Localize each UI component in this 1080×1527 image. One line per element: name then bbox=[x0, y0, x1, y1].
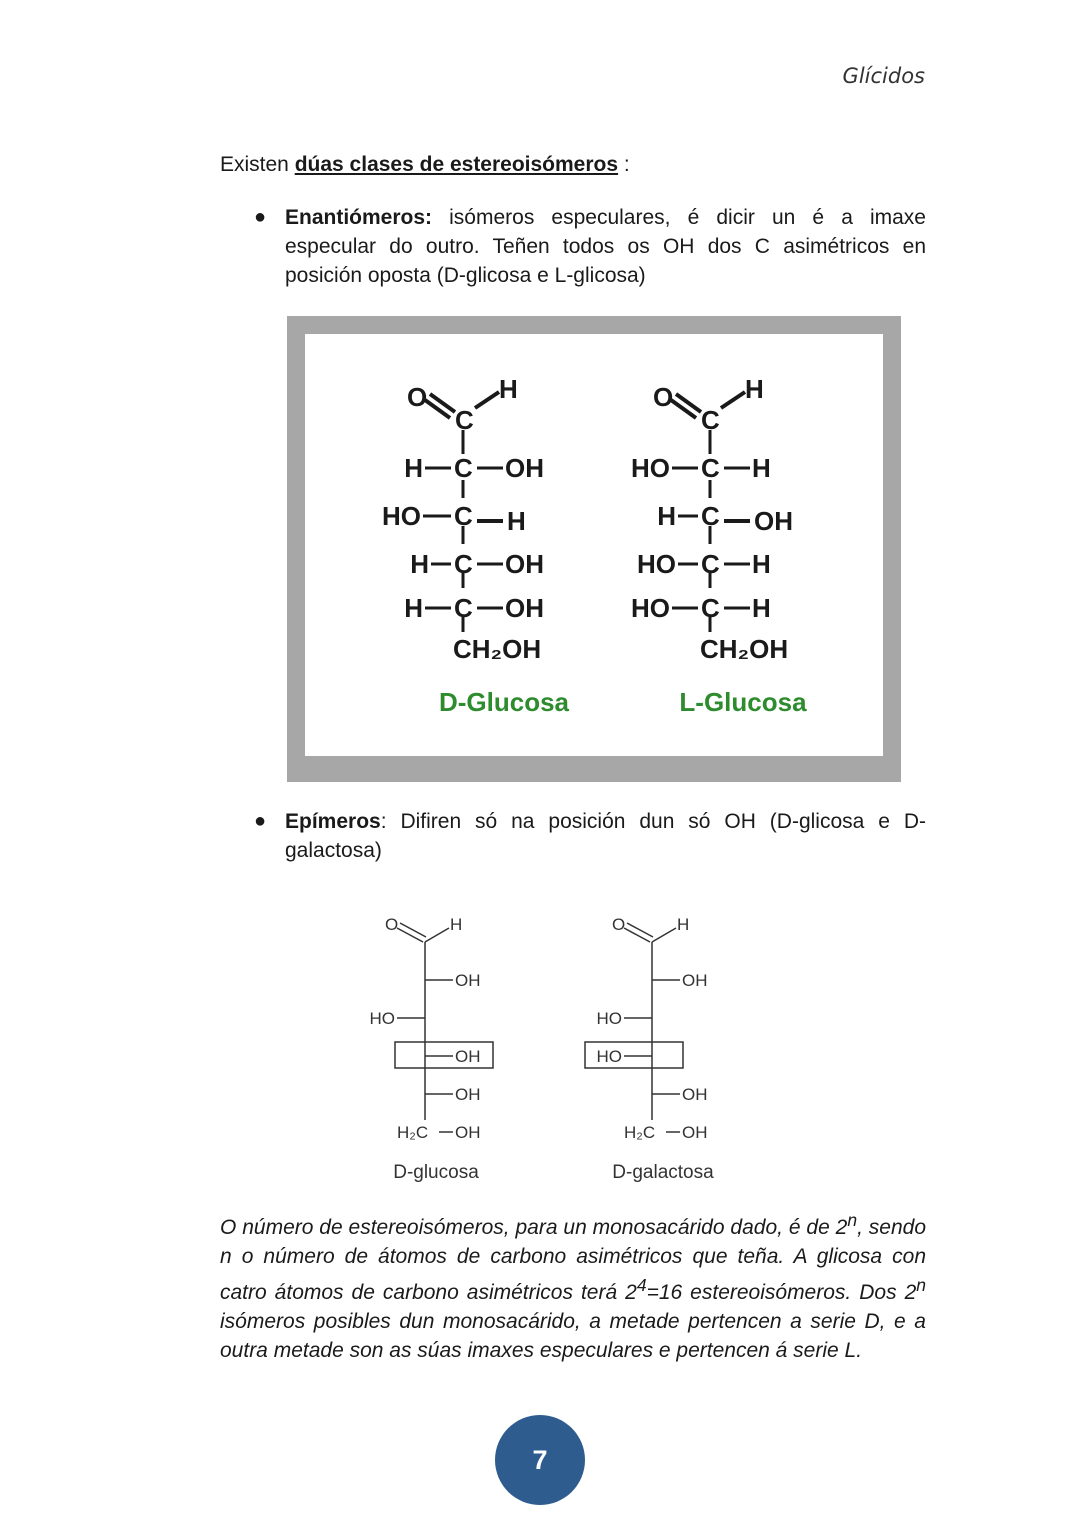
intro-line bbox=[220, 153, 630, 177]
enantiomers-figure bbox=[287, 316, 901, 782]
para-sup-3: n bbox=[916, 1275, 926, 1296]
dgal-c2-oh: OH bbox=[682, 971, 708, 990]
dg-top-h: H bbox=[450, 915, 463, 934]
l-glucosa-structure bbox=[631, 374, 793, 664]
dgal-bottom-c: H₂C bbox=[624, 1123, 656, 1142]
l-row1-right: H bbox=[752, 453, 771, 483]
d-row3-c: C bbox=[454, 549, 473, 579]
bullet-text: isómeros especulares, é dicir un é a imaxe especular do outro. Teñen todos os OH dos C asimétricos en posición oposta (D-glicosa e L-glicosa) bbox=[285, 206, 926, 287]
d-row1-c: C bbox=[454, 453, 473, 483]
l-row1-left: HO bbox=[631, 453, 670, 483]
d-galactosa-skeletal bbox=[585, 915, 714, 1183]
d-row1-left: H bbox=[404, 453, 423, 483]
bullet-enantiomers bbox=[250, 203, 926, 290]
bullet-term: Enantiómeros: bbox=[285, 206, 433, 229]
l-row2-c: C bbox=[701, 501, 720, 531]
l-row3-c: C bbox=[701, 549, 720, 579]
para-sup-1: n bbox=[847, 1210, 858, 1230]
dgal-top-o: O bbox=[612, 915, 626, 934]
l-row4-c: C bbox=[701, 593, 720, 623]
l-top-c: C bbox=[701, 405, 720, 435]
dgal-c4-ho: HO bbox=[596, 1047, 622, 1066]
d-row2-right: H bbox=[507, 506, 526, 536]
d-glucosa-caption: D-glucosa bbox=[393, 1162, 479, 1183]
dgal-top-h: H bbox=[677, 915, 690, 934]
page-number: 7 bbox=[495, 1415, 585, 1505]
d-bottom-ch2oh: CH₂OH bbox=[453, 634, 542, 664]
bullet-text: : Difiren só na posición dun só OH (D-glicosa e D-galactosa) bbox=[285, 810, 926, 862]
d-top-h: H bbox=[499, 374, 518, 404]
l-row3-left: HO bbox=[637, 549, 676, 579]
bullet-term: Epímeros bbox=[285, 810, 381, 833]
bullet-epimers bbox=[250, 807, 926, 865]
para-text-3: =16 estereoisómeros. Dos 2 bbox=[646, 1281, 917, 1305]
intro-suffix: : bbox=[618, 153, 630, 176]
para-text-4: isómeros posibles dun monosacárido, a metade pertencen a serie D, e a outra metade son as súas imaxes especulares e pertencen á serie L. bbox=[220, 1310, 926, 1362]
d-row3-right: OH bbox=[505, 549, 544, 579]
l-row2-left: H bbox=[657, 501, 676, 531]
dgal-bottom-oh: OH bbox=[682, 1123, 708, 1142]
l-row4-right: H bbox=[752, 593, 771, 623]
page-header-title: Glícidos bbox=[842, 64, 925, 88]
d-galactosa-caption: D-galactosa bbox=[612, 1162, 714, 1183]
l-bottom-ch2oh: CH₂OH bbox=[700, 634, 789, 664]
dg-c3-ho: HO bbox=[369, 1009, 395, 1028]
dg-bottom-c: H₂C bbox=[397, 1123, 429, 1142]
d-row4-c: C bbox=[454, 593, 473, 623]
dg-top-o: O bbox=[385, 915, 399, 934]
intro-emphasis: dúas clases de estereoisómeros bbox=[294, 153, 619, 176]
d-row2-left: HO bbox=[382, 501, 421, 531]
epimers-diagram bbox=[355, 900, 755, 1200]
d-glucosa-structure bbox=[382, 374, 544, 664]
dg-c5-oh: OH bbox=[455, 1085, 481, 1104]
dgal-c3-ho: HO bbox=[596, 1009, 622, 1028]
l-row1-c: C bbox=[701, 453, 720, 483]
l-row4-left: HO bbox=[631, 593, 670, 623]
d-row4-right: OH bbox=[505, 593, 544, 623]
bullet-dot-icon: ● bbox=[254, 206, 267, 228]
d-row4-left: H bbox=[404, 593, 423, 623]
intro-prefix: Existen bbox=[220, 153, 295, 176]
l-top-h: H bbox=[745, 374, 764, 404]
dg-bottom-oh: OH bbox=[455, 1123, 481, 1142]
d-row2-c: C bbox=[454, 501, 473, 531]
d-glucosa-label: D-Glucosa bbox=[438, 687, 570, 717]
l-glucosa-label: L-Glucosa bbox=[679, 687, 807, 717]
dgal-c5-oh: OH bbox=[682, 1085, 708, 1104]
para-sup-2: 4 bbox=[636, 1275, 647, 1296]
epimers-figure bbox=[355, 900, 755, 1200]
stereoisomers-paragraph bbox=[220, 1206, 926, 1366]
l-row2-right: OH bbox=[754, 506, 793, 536]
d-top-o: O bbox=[407, 382, 428, 412]
l-top-o: O bbox=[653, 382, 674, 412]
dg-c4-oh: OH bbox=[455, 1047, 481, 1066]
para-text-1: O número de estereoisómeros, para un monosacárido dado, é de 2 bbox=[220, 1216, 848, 1239]
d-glucosa-skeletal bbox=[370, 915, 494, 1183]
enantiomers-diagram bbox=[305, 334, 883, 756]
bullet-dot-icon: ● bbox=[254, 810, 267, 832]
para-text-2: , sendo n o número de átomos de carbono asimétricos que teña. A glicosa con catro átomos de carbono asimétricos terá 2 bbox=[220, 1216, 926, 1305]
dg-c2-oh: OH bbox=[455, 971, 481, 990]
d-row3-left: H bbox=[410, 549, 429, 579]
d-top-c: C bbox=[455, 405, 474, 435]
l-row3-right: H bbox=[752, 549, 771, 579]
d-row1-right: OH bbox=[505, 453, 544, 483]
